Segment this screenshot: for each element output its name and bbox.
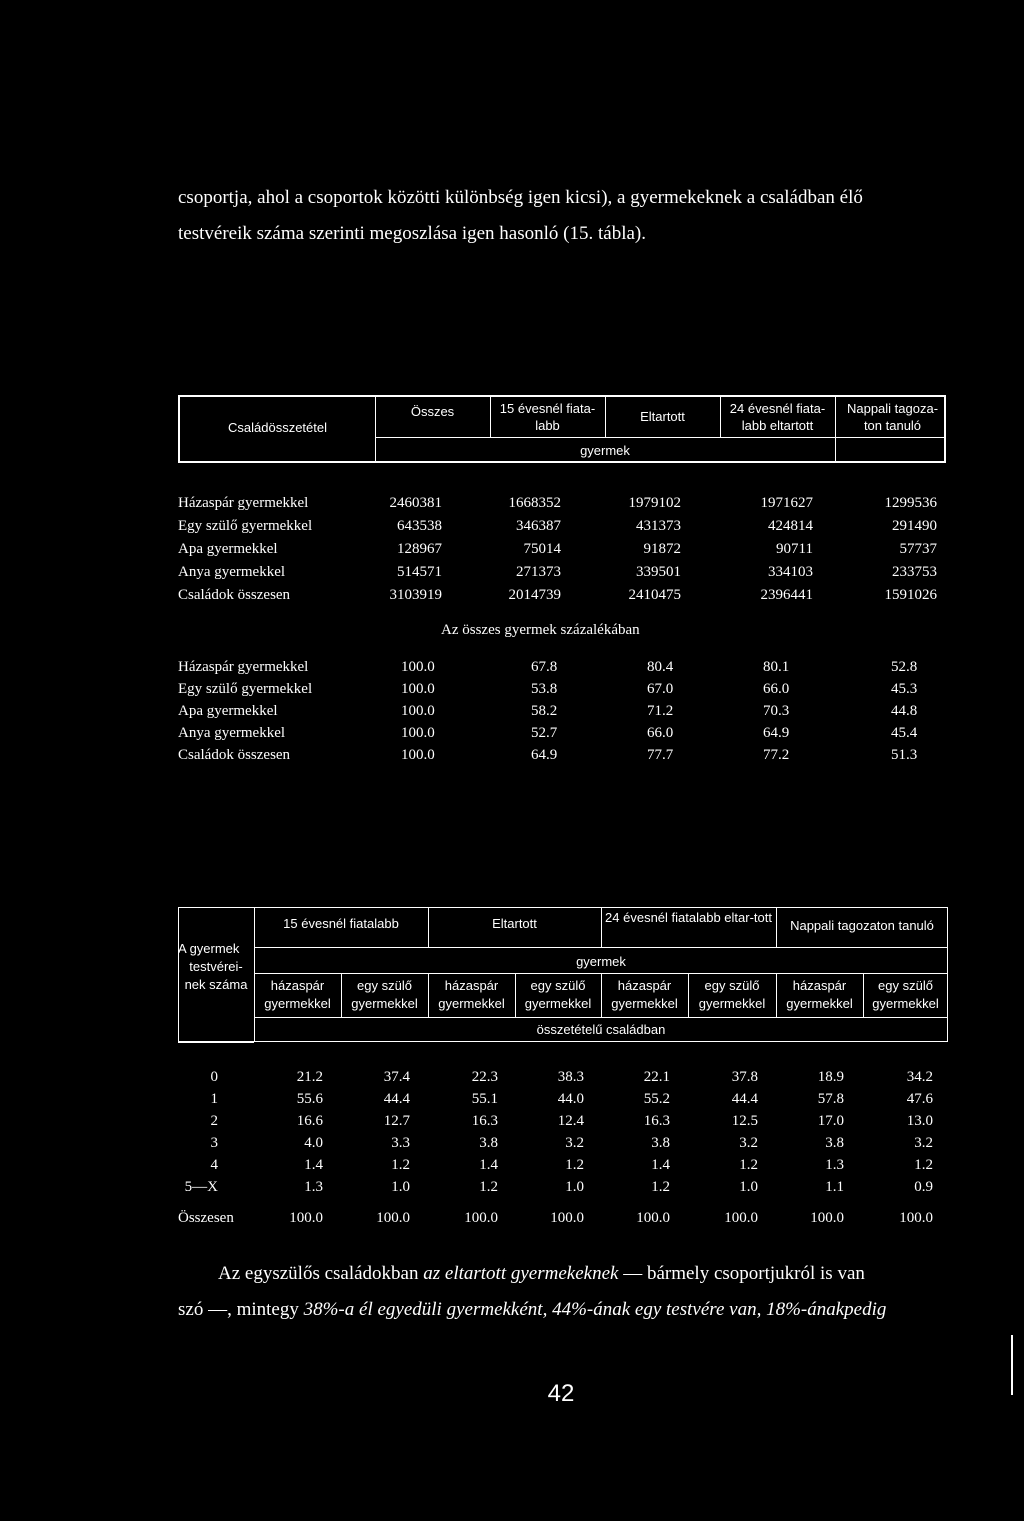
cell: 12.4 bbox=[557, 1113, 584, 1129]
cell: 90711 bbox=[776, 541, 813, 557]
table2-sub-single: egy szülő gyermekkel bbox=[524, 978, 592, 1011]
cell: 22.3 bbox=[471, 1069, 498, 1085]
page-number: 42 bbox=[547, 1380, 575, 1407]
table2-row-label-3: nek száma bbox=[184, 977, 248, 992]
cell: 55.6 bbox=[296, 1091, 323, 1107]
cell: 12.7 bbox=[383, 1113, 410, 1129]
cell: 100.0 bbox=[401, 747, 435, 763]
cell: 55.1 bbox=[471, 1091, 498, 1107]
cell: 22.1 bbox=[643, 1069, 670, 1085]
cell: 128967 bbox=[397, 541, 442, 557]
closing-line-2: szó —, mintegy 38%-a él egyedüli gyermekként, 44%-ának egy testvére van, 18%-ánakpedig bbox=[178, 1299, 887, 1320]
cell: 1668352 bbox=[508, 495, 561, 511]
cell: 38.3 bbox=[557, 1069, 584, 1085]
cell: 100.0 bbox=[376, 1210, 410, 1226]
cell: 0.9 bbox=[914, 1179, 933, 1195]
table-row bbox=[178, 745, 948, 766]
table-row bbox=[178, 1177, 948, 1198]
table-row bbox=[178, 1089, 948, 1110]
cell: 271373 bbox=[516, 564, 561, 580]
row-label: Házaspár gyermekkel bbox=[178, 659, 309, 675]
cell: 2396441 bbox=[760, 587, 813, 603]
cell: 334103 bbox=[768, 564, 813, 580]
table2-group-daystudent: Nappali tagozaton tanuló bbox=[790, 918, 934, 933]
cell: 1.3 bbox=[825, 1157, 844, 1173]
cell: 91872 bbox=[643, 541, 681, 557]
table2-footer-composition: összetételű családban bbox=[536, 1022, 666, 1037]
table2-group-under24: 24 évesnél fiatalabb eltar-tott bbox=[605, 910, 772, 925]
cell: 1.0 bbox=[391, 1179, 410, 1195]
cell: 51.3 bbox=[891, 747, 918, 763]
cell: 45.3 bbox=[891, 681, 918, 697]
cell: 1.2 bbox=[914, 1157, 933, 1173]
table2-row-label-1: A gyermek bbox=[178, 941, 240, 956]
cell: 1.0 bbox=[565, 1179, 584, 1195]
cell: 1.2 bbox=[651, 1179, 670, 1195]
table1-col-under15: 15 évesnél fiata-labb bbox=[499, 401, 596, 433]
cell: 45.4 bbox=[891, 725, 918, 741]
cell: 346387 bbox=[516, 518, 561, 534]
table2-sub-couple: házaspár gyermekkel bbox=[438, 978, 505, 1011]
row-label: Egy szülő gyermekkel bbox=[178, 518, 313, 534]
cell: 2410475 bbox=[628, 587, 681, 603]
cell: 100.0 bbox=[636, 1210, 670, 1226]
cell: 44.4 bbox=[731, 1091, 758, 1107]
cell: 57.8 bbox=[817, 1091, 844, 1107]
closing-paragraph bbox=[178, 1256, 953, 1328]
cell: 80.1 bbox=[763, 659, 790, 675]
closing-line-1: Az egyszülős családokban az eltartott gyermekeknek — bármely csoportjukról is van bbox=[218, 1263, 865, 1284]
cell: 52.7 bbox=[531, 725, 558, 741]
table1-col-dependent: Eltartott bbox=[640, 409, 685, 424]
cell: 1.4 bbox=[479, 1157, 498, 1173]
cell: 4.0 bbox=[304, 1135, 323, 1151]
cell: 37.4 bbox=[383, 1069, 410, 1085]
cell: 1.1 bbox=[825, 1179, 844, 1195]
cell: 643538 bbox=[397, 518, 442, 534]
cell: 70.3 bbox=[763, 703, 790, 719]
cell: 13.0 bbox=[906, 1113, 933, 1129]
table1-col-daystudent: Nappali tagoza-ton tanuló bbox=[846, 401, 939, 433]
cell: 514571 bbox=[397, 564, 442, 580]
cell: 1.2 bbox=[739, 1157, 758, 1173]
cell: 52.8 bbox=[891, 659, 918, 675]
cell: 3.8 bbox=[479, 1135, 498, 1151]
cell: 80.4 bbox=[647, 659, 674, 675]
table2-group-dependent: Eltartott bbox=[492, 916, 537, 931]
cell: 100.0 bbox=[401, 659, 435, 675]
intro-paragraph bbox=[178, 180, 953, 252]
scan-edge-mark bbox=[1011, 1335, 1013, 1395]
cell: 1.4 bbox=[304, 1157, 323, 1173]
table-row bbox=[178, 1111, 948, 1132]
cell: 18.9 bbox=[817, 1069, 844, 1085]
table1-span-child: gyermek bbox=[580, 443, 630, 458]
table-row bbox=[178, 1133, 948, 1154]
table2-span-child: gyermek bbox=[576, 954, 626, 969]
cell: 53.8 bbox=[531, 681, 558, 697]
row-label: Anya gyermekkel bbox=[178, 564, 286, 580]
cell: 58.2 bbox=[531, 703, 558, 719]
cell: 100.0 bbox=[401, 725, 435, 741]
cell: 3.8 bbox=[825, 1135, 844, 1151]
cell: 12.5 bbox=[731, 1113, 758, 1129]
cell: 1.4 bbox=[651, 1157, 670, 1173]
cell: 44.4 bbox=[383, 1091, 410, 1107]
cell: 291490 bbox=[892, 518, 937, 534]
cell: 1.3 bbox=[304, 1179, 323, 1195]
cell: 47.6 bbox=[906, 1091, 933, 1107]
cell: 100.0 bbox=[464, 1210, 498, 1226]
cell: 1.0 bbox=[739, 1179, 758, 1195]
table2-sub-single: egy szülő gyermekkel bbox=[351, 978, 418, 1011]
table2-group-under15: 15 évesnél fiatalabb bbox=[283, 916, 399, 931]
table1-header bbox=[178, 395, 946, 463]
cell: 431373 bbox=[636, 518, 681, 534]
table1-col-total: Összes bbox=[410, 404, 455, 419]
cell: 100.0 bbox=[724, 1210, 758, 1226]
cell: 67.8 bbox=[531, 659, 558, 675]
cell: 339501 bbox=[636, 564, 681, 580]
row-label: Egy szülő gyermekkel bbox=[178, 681, 313, 697]
cell: 3.2 bbox=[739, 1135, 758, 1151]
row-label: 5—X bbox=[184, 1179, 218, 1195]
cell: 44.8 bbox=[891, 703, 918, 719]
table-row bbox=[178, 585, 948, 606]
row-label: 4 bbox=[210, 1157, 218, 1173]
table2-sub-single: egy szülő gyermekkel bbox=[698, 978, 766, 1011]
cell: 1299536 bbox=[884, 495, 937, 511]
table2-sub-couple: házaspár gyermekkel bbox=[786, 978, 853, 1011]
table2-row-label-2: testvérei- bbox=[189, 959, 243, 974]
table-row bbox=[178, 1155, 948, 1176]
cell: 3.2 bbox=[914, 1135, 933, 1151]
table2-sub-single: egy szülő gyermekkel bbox=[872, 978, 939, 1011]
table-row bbox=[178, 701, 948, 722]
table1-subtitle: Az összes gyermek százalékában bbox=[441, 622, 640, 638]
row-label: Anya gyermekkel bbox=[178, 725, 286, 741]
table-row bbox=[178, 493, 948, 514]
cell: 3103919 bbox=[389, 587, 442, 603]
cell: 71.2 bbox=[647, 703, 674, 719]
cell: 1971627 bbox=[760, 495, 813, 511]
row-label: Apa gyermekkel bbox=[178, 541, 278, 557]
table-row bbox=[178, 723, 948, 744]
cell: 57737 bbox=[899, 541, 937, 557]
table1-col-family: Családösszetétel bbox=[228, 420, 327, 435]
cell: 100.0 bbox=[401, 681, 435, 697]
table-row bbox=[178, 516, 948, 537]
cell: 100.0 bbox=[899, 1210, 933, 1226]
intro-line-2: testvéreik száma szerinti megoszlása igen hasonló (15. tábla). bbox=[178, 223, 646, 244]
cell: 16.3 bbox=[471, 1113, 498, 1129]
cell: 21.2 bbox=[296, 1069, 323, 1085]
row-label: Családok összesen bbox=[178, 747, 291, 763]
table-row bbox=[178, 679, 948, 700]
row-label: Apa gyermekkel bbox=[178, 703, 278, 719]
cell: 3.3 bbox=[391, 1135, 410, 1151]
cell: 100.0 bbox=[810, 1210, 844, 1226]
table-row bbox=[178, 539, 948, 560]
cell: 16.6 bbox=[296, 1113, 323, 1129]
cell: 1979102 bbox=[628, 495, 681, 511]
cell: 67.0 bbox=[647, 681, 674, 697]
table2-sub-couple: házaspár gyermekkel bbox=[611, 978, 678, 1011]
table2-sub-couple: házaspár gyermekkel bbox=[264, 978, 331, 1011]
cell: 44.0 bbox=[557, 1091, 584, 1107]
table-row bbox=[178, 562, 948, 583]
cell: 55.2 bbox=[643, 1091, 670, 1107]
cell: 1.2 bbox=[479, 1179, 498, 1195]
row-label: 3 bbox=[210, 1135, 218, 1151]
cell: 3.8 bbox=[651, 1135, 670, 1151]
cell: 34.2 bbox=[906, 1069, 933, 1085]
cell: 64.9 bbox=[763, 725, 790, 741]
cell: 16.3 bbox=[643, 1113, 670, 1129]
cell: 17.0 bbox=[817, 1113, 844, 1129]
intro-line-1: csoportja, ahol a csoportok közötti különbség igen kicsi), a gyermekeknek a családban élő bbox=[178, 187, 863, 208]
cell: 424814 bbox=[768, 518, 813, 534]
cell: 3.2 bbox=[565, 1135, 584, 1151]
row-label: 2 bbox=[210, 1113, 218, 1129]
cell: 77.2 bbox=[763, 747, 790, 763]
cell: 2014739 bbox=[508, 587, 561, 603]
cell: 1.2 bbox=[391, 1157, 410, 1173]
table-row bbox=[178, 657, 948, 678]
row-label: Házaspár gyermekkel bbox=[178, 495, 309, 511]
table1-col-under24: 24 évesnél fiata-labb eltartott bbox=[729, 401, 826, 433]
cell: 66.0 bbox=[763, 681, 790, 697]
cell: 75014 bbox=[523, 541, 561, 557]
table-row bbox=[178, 1067, 948, 1088]
row-label: 0 bbox=[210, 1069, 218, 1085]
table2-header bbox=[178, 907, 948, 1042]
cell: 100.0 bbox=[401, 703, 435, 719]
row-label: Összesen bbox=[178, 1210, 234, 1226]
row-label: 1 bbox=[210, 1091, 218, 1107]
table-total-row bbox=[178, 1208, 948, 1229]
cell: 64.9 bbox=[531, 747, 558, 763]
cell: 66.0 bbox=[647, 725, 674, 741]
cell: 100.0 bbox=[289, 1210, 323, 1226]
cell: 77.7 bbox=[647, 747, 674, 763]
cell: 1591026 bbox=[884, 587, 937, 603]
cell: 2460381 bbox=[389, 495, 442, 511]
cell: 233753 bbox=[892, 564, 937, 580]
cell: 100.0 bbox=[550, 1210, 584, 1226]
cell: 1.2 bbox=[565, 1157, 584, 1173]
row-label: Családok összesen bbox=[178, 587, 291, 603]
cell: 37.8 bbox=[731, 1069, 758, 1085]
